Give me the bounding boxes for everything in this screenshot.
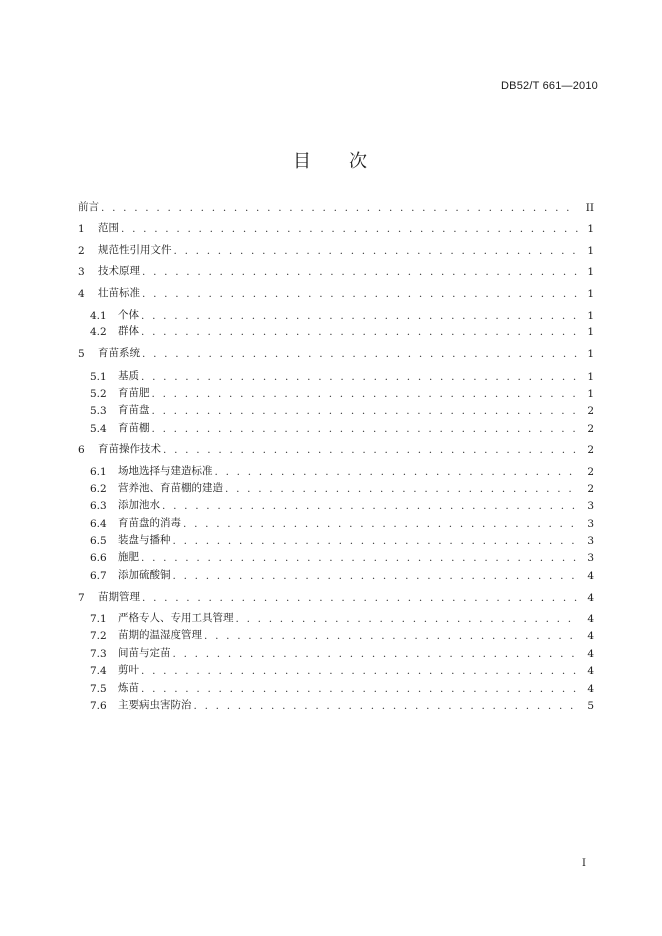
toc-entry-page: 3 <box>587 535 594 547</box>
toc-entry[interactable] <box>90 568 594 582</box>
toc-leader-dots <box>173 648 579 660</box>
toc-entry-label: 苗期管理 <box>98 591 140 603</box>
toc-entry-label: 育苗系统 <box>98 347 140 359</box>
toc-entry[interactable] <box>78 200 594 214</box>
toc-entry[interactable] <box>90 386 594 400</box>
toc-entry-label: 育苗操作技术 <box>98 443 161 455</box>
toc-leader-dots <box>236 613 579 625</box>
toc-entry-number: 1 <box>78 223 85 235</box>
toc-entry-page: 3 <box>587 518 594 530</box>
toc-leader-dots <box>162 500 578 512</box>
toc-entry-label: 育苗盘 <box>118 404 150 416</box>
toc-entry[interactable] <box>90 611 594 625</box>
toc-leader-dots <box>152 388 579 400</box>
toc-entry-page: 4 <box>587 665 594 677</box>
toc-entry-page: 1 <box>587 223 594 235</box>
toc-entry-label: 主要病虫害防治 <box>118 699 192 711</box>
toc-entry[interactable] <box>78 243 594 257</box>
toc-entry[interactable] <box>90 481 594 495</box>
toc-entry-label: 群体 <box>118 325 139 337</box>
toc-entry-number: 7 <box>78 592 85 604</box>
toc-entry-page: 4 <box>587 570 594 582</box>
toc-leader-dots <box>141 683 578 695</box>
toc-entry-number: 7.3 <box>90 648 107 660</box>
toc-entry-page: 1 <box>587 288 594 300</box>
toc-leader-dots <box>141 371 578 383</box>
toc-leader-dots <box>194 700 579 712</box>
toc-leader-dots <box>173 535 579 547</box>
toc-leader-dots <box>142 288 578 300</box>
toc-entry[interactable] <box>78 590 594 604</box>
toc-entry-page: 2 <box>587 466 594 478</box>
toc-entry-page: 3 <box>587 500 594 512</box>
toc-entry[interactable] <box>90 663 594 677</box>
toc-entry[interactable] <box>78 264 594 278</box>
toc-entry-page: 4 <box>587 613 594 625</box>
toc-entry[interactable] <box>90 421 594 435</box>
toc-leader-dots <box>215 466 579 478</box>
toc-entry-label: 营养池、育苗棚的建造 <box>118 482 223 494</box>
toc-entry[interactable] <box>90 498 594 512</box>
toc-entry-number: 5.4 <box>90 423 107 435</box>
toc-entry-page: II <box>585 202 594 214</box>
toc-entry-number: 6.1 <box>90 466 107 478</box>
toc-leader-dots <box>225 483 578 495</box>
toc-entry[interactable] <box>90 698 594 712</box>
toc-entry-page: 4 <box>587 630 594 642</box>
toc-entry[interactable] <box>78 346 594 360</box>
toc-entry-label: 添加硫酸铜 <box>118 569 171 581</box>
toc-leader-dots <box>141 310 578 322</box>
page-number: I <box>582 858 586 869</box>
toc-entry-number: 5.3 <box>90 405 107 417</box>
toc-entry-number: 6.3 <box>90 500 107 512</box>
toc-entry-label: 技术原理 <box>98 265 140 277</box>
toc-entry[interactable] <box>78 286 594 300</box>
toc-entry-label: 剪叶 <box>118 664 139 676</box>
toc-leader-dots <box>183 518 578 530</box>
toc-entry-label: 基质 <box>118 370 139 382</box>
toc-title <box>0 147 662 173</box>
toc-entry-number: 3 <box>78 266 85 278</box>
toc-entry-page: 2 <box>587 405 594 417</box>
toc-entry-label: 间苗与定苗 <box>118 647 171 659</box>
toc-entry-page: 1 <box>587 266 594 278</box>
toc-entry-label: 装盘与播种 <box>118 534 171 546</box>
toc-entry-label: 严格专人、专用工具管理 <box>118 612 234 624</box>
toc-entry-number: 6.6 <box>90 552 107 564</box>
toc-entry-page: 2 <box>587 423 594 435</box>
toc-entry-number: 6.4 <box>90 518 107 530</box>
toc-leader-dots <box>152 423 579 435</box>
toc-entry-page: 4 <box>587 648 594 660</box>
toc-entry[interactable] <box>78 442 594 456</box>
toc-entry-number: 6.5 <box>90 535 107 547</box>
toc-entry[interactable] <box>90 324 594 338</box>
toc-entry[interactable] <box>90 646 594 660</box>
toc-entry[interactable] <box>90 628 594 642</box>
toc-entry[interactable] <box>78 221 594 235</box>
toc-title-char-2: 次 <box>349 151 369 172</box>
toc-entry-label: 场地选择与建造标准 <box>118 465 213 477</box>
toc-entry-label: 添加池水 <box>118 499 160 511</box>
toc-leader-dots <box>101 202 578 214</box>
toc-entry[interactable] <box>90 533 594 547</box>
toc-entry-label: 规范性引用文件 <box>98 244 172 256</box>
toc-entry-number: 7.1 <box>90 613 107 625</box>
toc-entry[interactable] <box>90 308 594 322</box>
document-code: DB52/T 661—2010 <box>501 80 598 92</box>
toc-entry-label: 育苗棚 <box>118 422 150 434</box>
toc-entry-number: 2 <box>78 245 85 257</box>
toc-entry-label: 壮苗标准 <box>98 287 140 299</box>
toc-entry-number: 4.1 <box>90 310 107 322</box>
toc-entry-label: 施肥 <box>118 551 139 563</box>
toc-title-char-1: 目 <box>293 151 313 172</box>
toc-entry-page: 1 <box>587 388 594 400</box>
toc-entry-label: 育苗肥 <box>118 387 150 399</box>
toc-entry-label: 前言 <box>78 201 99 213</box>
toc-entry-number: 6.2 <box>90 483 107 495</box>
toc-leader-dots <box>142 592 578 604</box>
toc-leader-dots <box>121 223 578 235</box>
toc-leader-dots <box>142 348 578 360</box>
toc-entry[interactable] <box>90 550 594 564</box>
toc-entry-page: 5 <box>587 700 594 712</box>
toc-leader-dots <box>152 405 579 417</box>
toc-entry-page: 1 <box>587 310 594 322</box>
toc-leader-dots <box>163 444 578 456</box>
toc-entry[interactable] <box>90 516 594 530</box>
toc-entry-page: 3 <box>587 552 594 564</box>
toc-leader-dots <box>204 630 578 642</box>
toc-leader-dots <box>173 570 579 582</box>
toc-entry-page: 1 <box>587 245 594 257</box>
toc-entry-page: 1 <box>587 348 594 360</box>
toc-entry-number: 6.7 <box>90 570 107 582</box>
toc-leader-dots <box>174 245 579 257</box>
toc-entry-number: 5.1 <box>90 371 107 383</box>
toc-entry-label: 个体 <box>118 309 139 321</box>
toc-entry-number: 5.2 <box>90 388 107 400</box>
toc-entry-number: 4.2 <box>90 326 107 338</box>
toc-entry[interactable] <box>90 681 594 695</box>
toc-entry-number: 7.5 <box>90 683 107 695</box>
toc-entry[interactable] <box>90 403 594 417</box>
toc-entry-label: 苗期的温湿度管理 <box>118 629 202 641</box>
toc-entry-number: 5 <box>78 348 85 360</box>
toc-entry-page: 4 <box>587 683 594 695</box>
toc-entry-page: 1 <box>587 326 594 338</box>
toc-entry-label: 范围 <box>98 222 119 234</box>
toc-entry[interactable] <box>90 369 594 383</box>
toc-entry-number: 7.2 <box>90 630 107 642</box>
toc-leader-dots <box>141 326 578 338</box>
toc-leader-dots <box>142 266 578 278</box>
toc-entry-number: 7.6 <box>90 700 107 712</box>
toc-entry-label: 炼苗 <box>118 682 139 694</box>
toc-entry-number: 4 <box>78 288 85 300</box>
toc-entry-number: 7.4 <box>90 665 107 677</box>
toc-entry-number: 6 <box>78 444 85 456</box>
toc-leader-dots <box>141 665 578 677</box>
toc-entry-label: 育苗盘的消毒 <box>118 517 181 529</box>
toc-leader-dots <box>141 552 578 564</box>
toc-entry-page: 2 <box>587 483 594 495</box>
toc-entry-page: 2 <box>587 444 594 456</box>
toc-entry-page: 1 <box>587 371 594 383</box>
toc-entry-page: 4 <box>587 592 594 604</box>
toc-entry[interactable] <box>90 464 594 478</box>
